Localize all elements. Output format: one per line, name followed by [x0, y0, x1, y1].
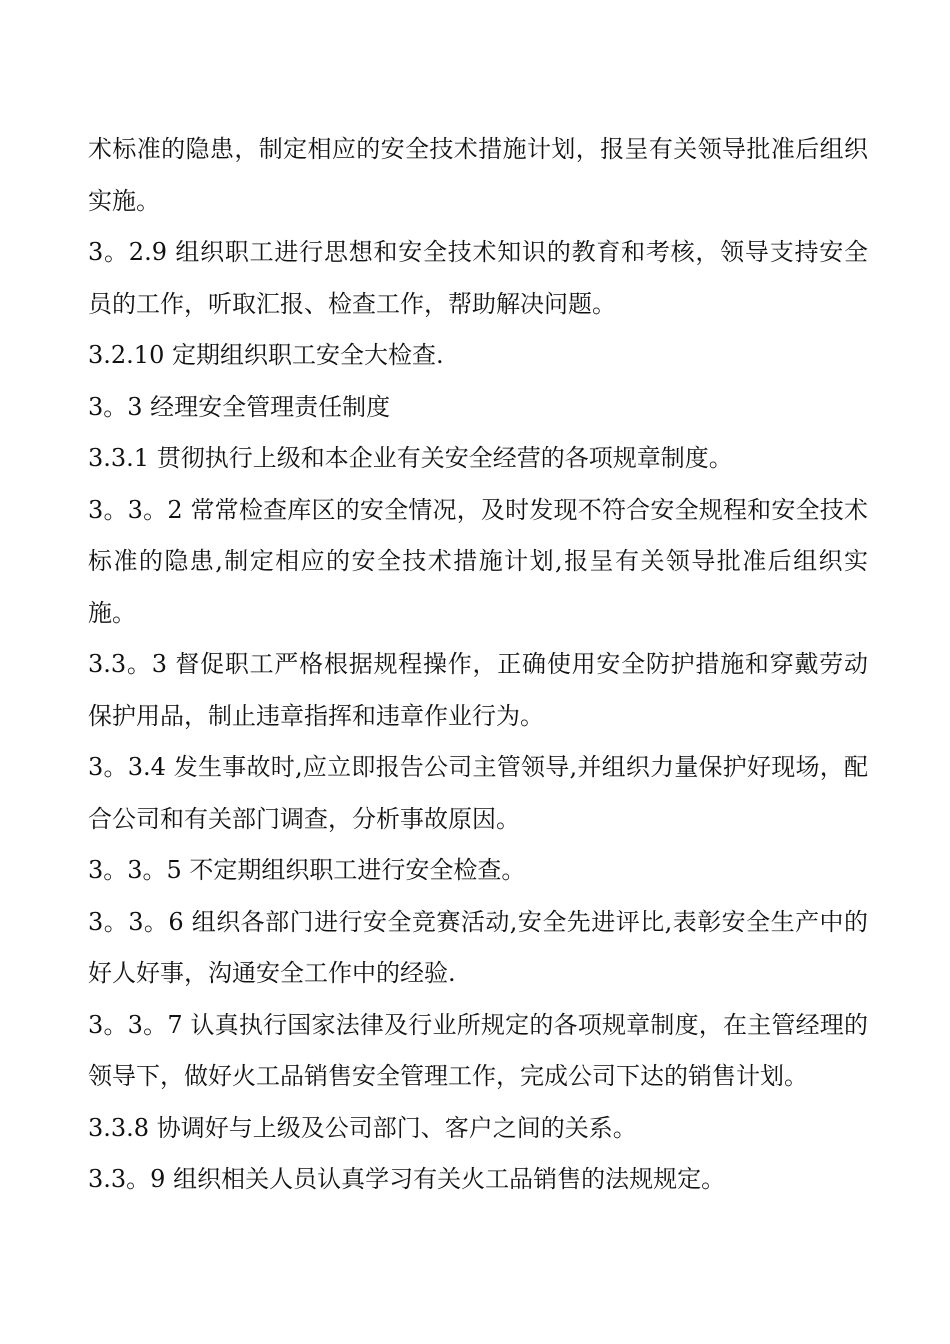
- paragraph-3-3-4: 3。3.4 发生事故时,应立即报告公司主管领导,并组织力量保护好现场，配合公司和有关部门调查，分析事故原因。: [88, 753, 868, 833]
- document-body: [88, 124, 868, 1206]
- paragraph-3-3-1: 3.3.1 贯彻执行上级和本企业有关安全经营的各项规章制度。: [88, 444, 733, 472]
- paragraph-3-2-9: 3。2.9 组织职工进行思想和安全技术知识的教育和考核，领导支持安全员的工作，听取汇报、检查工作，帮助解决问题。: [88, 238, 868, 318]
- paragraph-3-3-5: 3。3。5 不定期组织职工进行安全检查。: [88, 856, 526, 884]
- paragraph-continuation: 术标准的隐患，制定相应的安全技术措施计划，报呈有关领导批准后组织实施。: [88, 135, 868, 215]
- paragraph-3-3-3: 3.3。3 督促职工严格根据规程操作，正确使用安全防护措施和穿戴劳动保护用品，制止违章指挥和违章作业行为。: [88, 650, 868, 730]
- paragraph-3-3-9: 3.3。9 组织相关人员认真学习有关火工品销售的法规规定。: [88, 1165, 726, 1193]
- paragraph-3-3-6: 3。3。6 组织各部门进行安全竞赛活动,安全先进评比,表彰安全生产中的好人好事，沟通安全工作中的经验.: [88, 907, 868, 987]
- paragraph-3-2-10: 3.2.10 定期组织职工安全大检查.: [88, 341, 444, 369]
- section-heading-3-3: 3。3 经理安全管理责任制度: [88, 392, 391, 421]
- paragraph-3-3-8: 3.3.8 协调好与上级及公司部门、客户之间的关系。: [88, 1113, 637, 1142]
- paragraph-3-3-2: 3。3。2 常常检查库区的安全情况，及时发现不符合安全规程和安全技术标准的隐患,制定相应的安全技术措施计划,报呈有关领导批准后组织实施。: [88, 495, 868, 627]
- paragraph-3-3-7: 3。3。7 认真执行国家法律及行业所规定的各项规章制度，在主管经理的领导下，做好火工品销售安全管理工作，完成公司下达的销售计划。: [88, 1010, 868, 1090]
